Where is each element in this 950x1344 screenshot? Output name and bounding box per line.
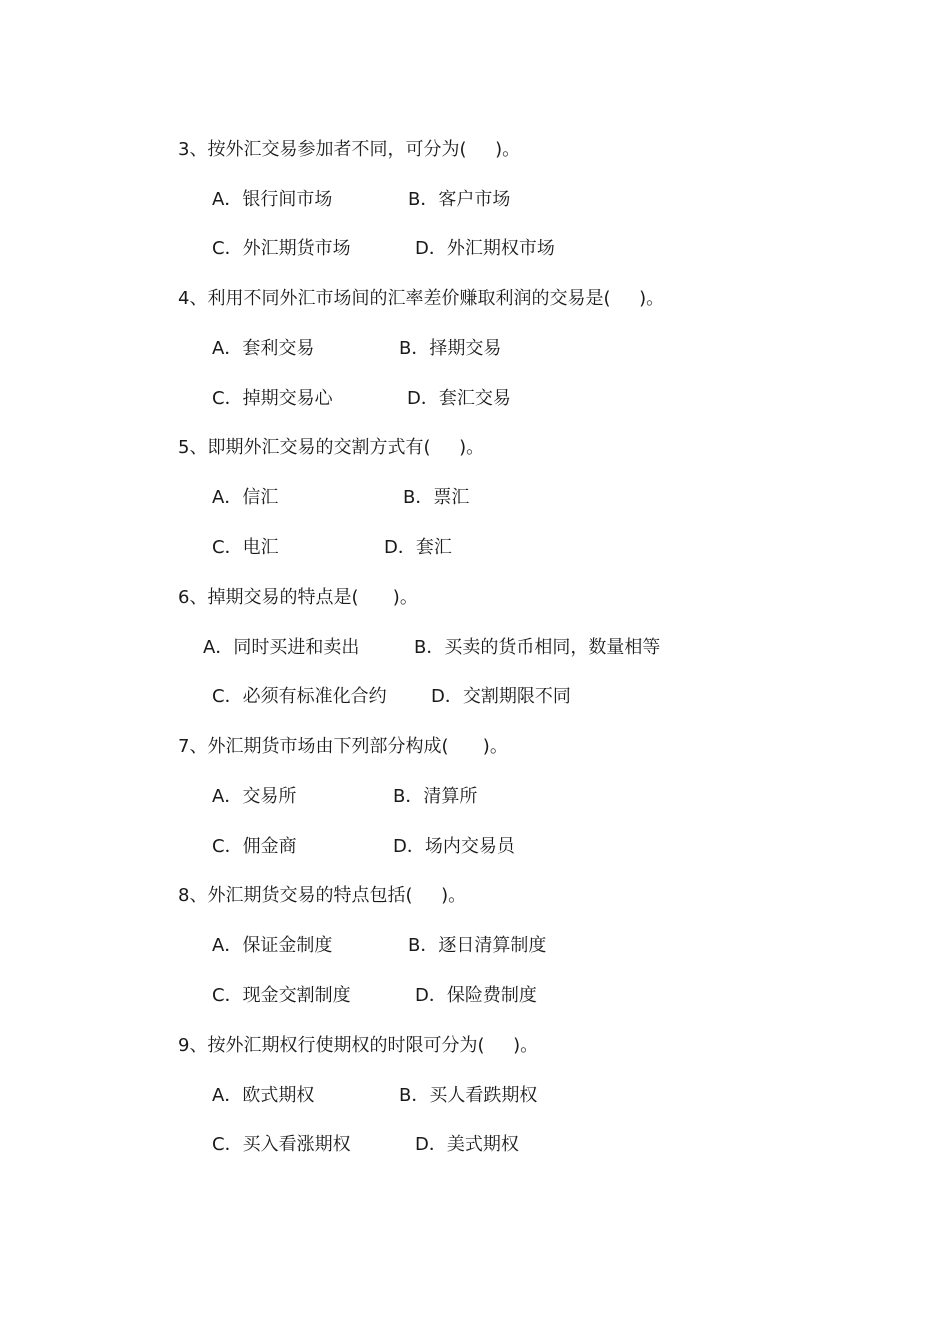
- question-4-option-b: B．择期交易: [399, 338, 502, 359]
- question-9-option-a: A．欧式期权: [212, 1085, 315, 1106]
- question-5-option-b: B．票汇: [403, 487, 470, 508]
- question-7-stem: 7、外汇期货市场由下列部分构成( )。: [178, 736, 508, 757]
- question-7-option-a: A．交易所: [212, 786, 297, 807]
- question-9-option-b: B．买人看跌期权: [399, 1085, 538, 1106]
- question-5-option-d: D．套汇: [384, 537, 452, 558]
- question-3-option-d: D．外汇期权市场: [415, 238, 555, 259]
- question-8-option-b: B．逐日清算制度: [408, 935, 547, 956]
- question-9-option-c: C．买入看涨期权: [212, 1134, 351, 1155]
- question-8-option-c: C．现金交割制度: [212, 985, 351, 1006]
- question-6-stem: 6、掉期交易的特点是( )。: [178, 587, 418, 608]
- question-3-stem: 3、按外汇交易参加者不同，可分为( )。: [178, 139, 521, 160]
- question-6-option-d: D．交割期限不同: [431, 686, 571, 707]
- question-5-option-c: C．电汇: [212, 537, 279, 558]
- question-4-option-d: D．套汇交易: [407, 388, 511, 409]
- question-8-option-d: D．保险费制度: [415, 985, 537, 1006]
- question-4-stem: 4、利用不同外汇市场间的汇率差价赚取利润的交易是( )。: [178, 288, 665, 309]
- question-8-option-a: A．保证金制度: [212, 935, 333, 956]
- question-6-option-a: A．同时买进和卖出: [203, 637, 360, 658]
- question-7-option-b: B．清算所: [393, 786, 478, 807]
- question-9-option-d: D．美式期权: [415, 1134, 519, 1155]
- question-6-option-b: B．买卖的货币相同，数量相等: [414, 637, 661, 658]
- question-3-option-b: B．客户市场: [408, 189, 511, 210]
- question-5-option-a: A．信汇: [212, 487, 279, 508]
- question-7-option-d: D．场内交易员: [393, 836, 515, 857]
- question-4-option-a: A．套利交易: [212, 338, 315, 359]
- question-6-option-c: C．必须有标准化合约: [212, 686, 387, 707]
- question-5-stem: 5、即期外汇交易的交割方式有( )。: [178, 437, 485, 458]
- question-3-option-a: A．银行间市场: [212, 189, 333, 210]
- question-7-option-c: C．佣金商: [212, 836, 297, 857]
- question-4-option-c: C．掉期交易心: [212, 388, 333, 409]
- question-3-option-c: C．外汇期货市场: [212, 238, 351, 259]
- question-9-stem: 9、按外汇期权行使期权的时限可分为( )。: [178, 1035, 539, 1056]
- question-8-stem: 8、外汇期货交易的特点包括( )。: [178, 885, 467, 906]
